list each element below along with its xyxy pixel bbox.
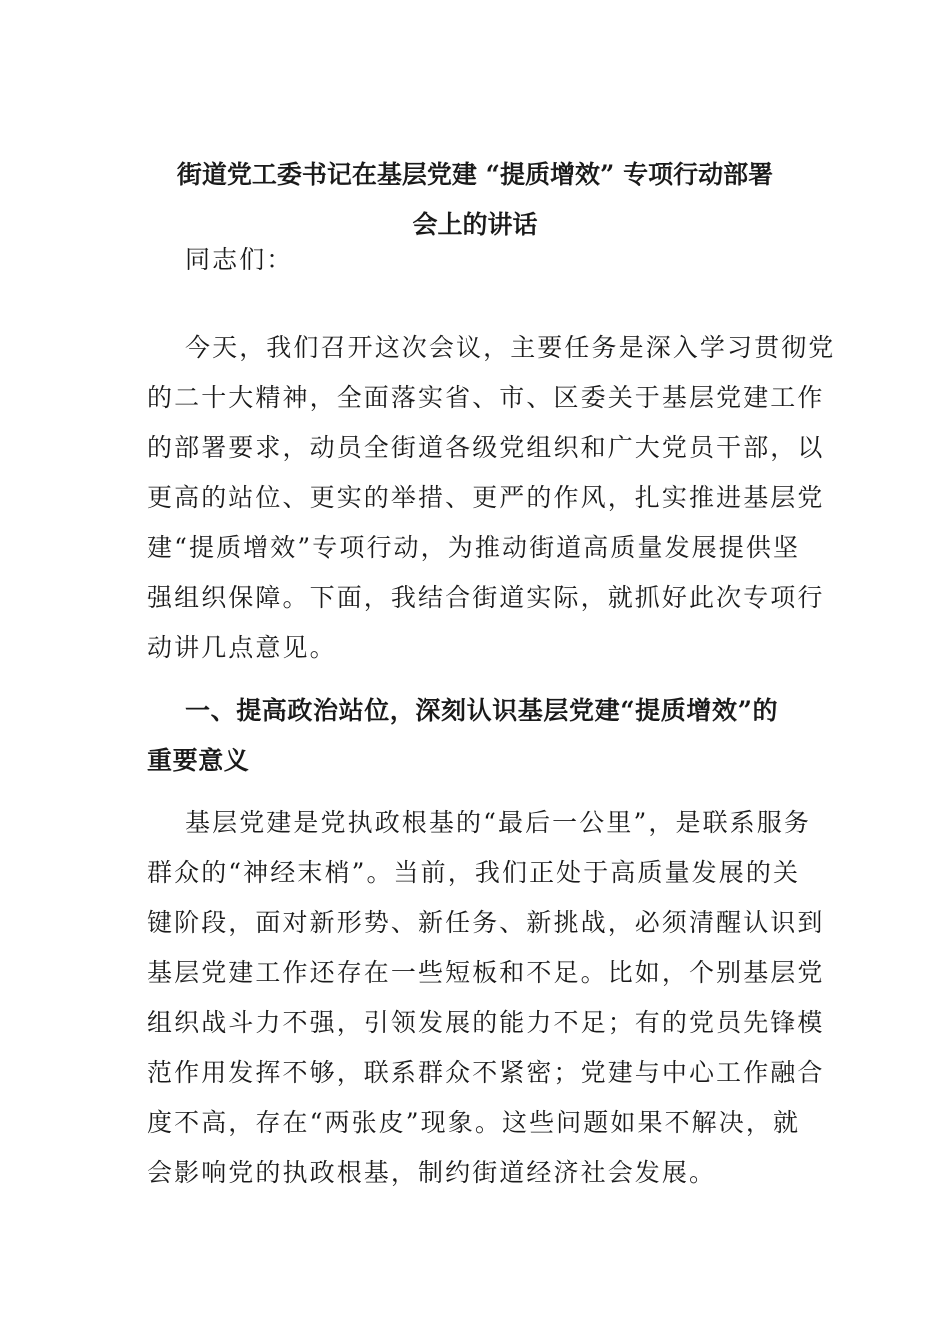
section-1-line-2: 群众的“神经末梢”。当前，我们正处于高质量发展的关 (147, 858, 801, 887)
section-1-line-7: 度不高，存在“两张皮”现象。这些问题如果不解决，就 (147, 1108, 801, 1137)
intro-line-1: 今天，我们召开这次会议，主要任务是深入学习贯彻党 (185, 333, 836, 362)
section-1-line-6: 范作用发挥不够，联系群众不紧密；党建与中心工作融合 (147, 1058, 825, 1087)
document-title-line-2: 会上的讲话 (412, 210, 538, 239)
section-1-heading-line-1: 一、提高政治站位，深刻认识基层党建“提质增效”的 (185, 696, 779, 725)
intro-line-3: 的部署要求，动员全街道各级党组织和广大党员干部，以 (147, 433, 825, 462)
salutation: 同志们： (185, 245, 294, 274)
section-1-heading-line-2: 重要意义 (147, 746, 250, 775)
section-1-line-8: 会影响党的执政根基，制约街道经济社会发展。 (147, 1158, 717, 1187)
section-1-line-3: 键阶段，面对新形势、新任务、新挑战，必须清醒认识到 (147, 908, 825, 937)
section-1-line-5: 组织战斗力不强，引领发展的能力不足；有的党员先锋模 (147, 1008, 825, 1037)
intro-line-7: 动讲几点意见。 (147, 633, 337, 662)
section-1-line-1: 基层党建是党执政根基的“最后一公里”，是联系服务 (185, 808, 811, 837)
document-title-line-1: 街道党工委书记在基层党建 “提质增效” 专项行动部署 (176, 160, 774, 189)
section-1-line-4: 基层党建工作还存在一些短板和不足。比如，个别基层党 (147, 958, 825, 987)
intro-line-6: 强组织保障。下面，我结合街道实际，就抓好此次专项行 (147, 583, 825, 612)
intro-line-5: 建“提质增效”专项行动，为推动街道高质量发展提供坚 (147, 533, 801, 562)
intro-line-4: 更高的站位、更实的举措、更严的作风，扎实推进基层党 (147, 483, 825, 512)
intro-line-2: 的二十大精神，全面落实省、市、区委关于基层党建工作 (147, 383, 825, 412)
